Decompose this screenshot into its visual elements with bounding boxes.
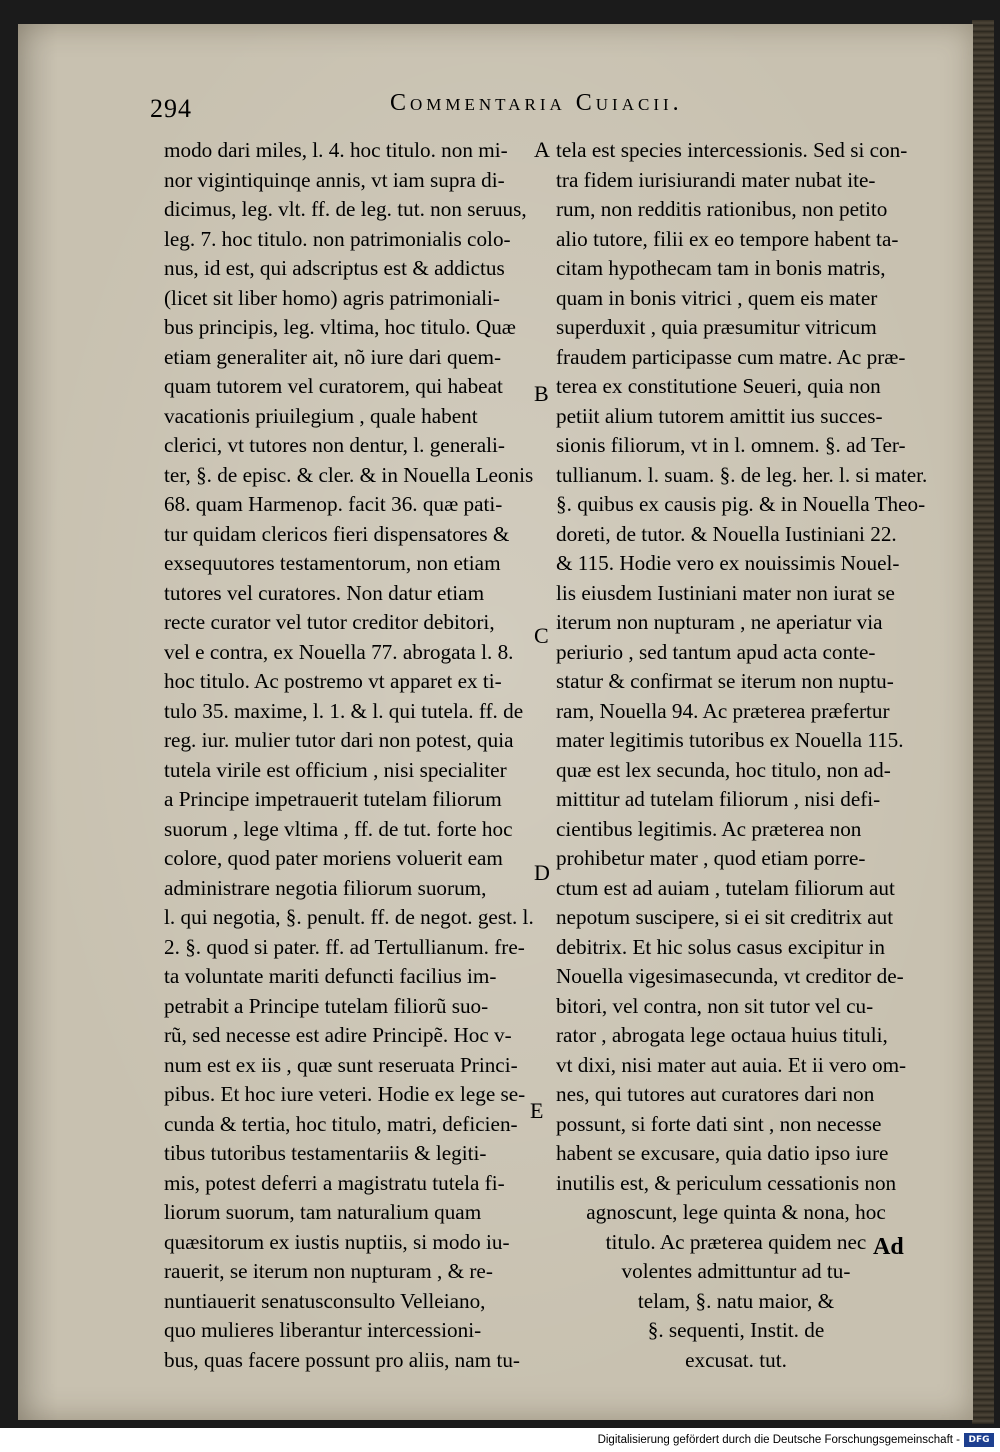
text-line: titulo. Ac præterea quidem nec: [605, 1229, 867, 1254]
dfg-logo: DFG: [964, 1433, 994, 1447]
text-line: ram, Nouella 94. Ac præterea præfertur: [556, 698, 890, 723]
text-line: telam, §. natu maior, &: [637, 1288, 835, 1313]
text-line: liorum suorum, tam naturalium quam: [164, 1200, 482, 1224]
page-edge-shadow: [972, 20, 994, 1424]
text-line: tibus tutoribus testamentariis & legiti-: [164, 1141, 487, 1165]
digitization-footer: [0, 1428, 1000, 1452]
text-line: §. sequenti, Instit. de: [647, 1318, 825, 1342]
text-line: bitori, vel contra, non sit tutor vel cu-: [556, 993, 874, 1018]
text-line: lis eiusdem Iustiniani mater non iurat se: [556, 580, 895, 605]
text-line: prohibetur mater , quod etiam porre-: [556, 846, 866, 870]
text-line: quæ est lex secunda, hoc titulo, non ad-: [556, 757, 891, 782]
text-line: citam hypothecam tam in bonis matris,: [556, 256, 886, 280]
margin-marker-e: E: [530, 1098, 544, 1123]
text-line: nus, id est, qui adscriptus est & addictus: [164, 256, 505, 280]
text-line: vt dixi, nisi mater aut auia. Et ii vero om-: [556, 1052, 907, 1077]
margin-marker-b: B: [534, 381, 549, 406]
margin-marker-c: C: [534, 623, 549, 648]
text-line: mittitur ad tutelam filiorum , nisi defi-: [556, 787, 881, 811]
text-line: ter, §. de episc. & cler. & in Nouella Leonis: [164, 462, 534, 487]
text-line: statur & confirmat se iterum non nuptu-: [556, 669, 894, 693]
text-line: doreti, de tutor. & Nouella Iustiniani 22.: [556, 521, 897, 546]
margin-marker-d: D: [534, 860, 550, 885]
text-line: mater legitimis tutoribus ex Nouella 115.: [556, 728, 904, 752]
text-line: tra fidem iurisiurandi mater nubat ite-: [556, 167, 876, 192]
text-line: §. quibus ex causis pig. & in Nouella Theo-: [556, 492, 926, 516]
text-line: suorum , lege vltima , ff. de tut. forte hoc: [164, 816, 513, 841]
text-line: superduxit , quia præsumitur vitricum: [556, 315, 877, 339]
text-line: quo mulieres liberantur intercessioni-: [164, 1318, 482, 1342]
text-line: (licet sit liber homo) agris patrimoniali-: [164, 285, 500, 310]
text-line: rum, non redditis rationibus, non petito: [556, 197, 888, 221]
text-line: excusat. tut.: [685, 1347, 787, 1372]
running-title: Commentaria Cuiacii.: [390, 90, 683, 116]
margin-marker-a: A: [534, 137, 550, 162]
text-line: nepotum suscipere, si ei sit creditrix aut: [556, 905, 894, 929]
page-number: 294: [150, 94, 192, 123]
text-line: nuntiauerit senatusconsulto Velleiano,: [164, 1288, 486, 1313]
text-line: 68. quam Harmenop. facit 36. quæ pati-: [164, 492, 503, 516]
text-line: petiit alium tutorem amittit ius succes-: [556, 403, 883, 428]
text-line: petrabit a Principe tutelam filiorũ suo-: [164, 993, 489, 1018]
text-line: & 115. Hodie vero ex nouissimis Nouel-: [556, 551, 900, 575]
text-line: mis, potest deferri a magistratu tutela fi-: [164, 1170, 505, 1195]
text-line: agnoscunt, lege quinta & nona, hoc: [586, 1200, 886, 1224]
text-line: bus, quas facere possunt pro aliis, nam tu-: [164, 1347, 520, 1372]
page-header: [150, 88, 930, 124]
text-line: alio tutore, filii ex eo tempore habent ta-: [556, 226, 899, 251]
text-line: possunt, si forte dati sint , non necesse: [556, 1111, 882, 1136]
text-line: l. qui negotia, §. penult. ff. de negot. gest. l.: [164, 905, 534, 929]
text-line: exsequutores testamentorum, non etiam: [164, 551, 501, 575]
text-line: num est ex iis , quæ sunt reseruata Princi-: [164, 1052, 518, 1077]
text-line: pibus. Et hoc iure veteri. Hodie ex lege se-: [164, 1082, 526, 1106]
left-text-column: [164, 136, 532, 1375]
text-line: terea ex constitutione Seueri, quia non: [556, 374, 881, 398]
text-line: periurio , sed tantum apud acta conte-: [556, 639, 876, 664]
text-line: Nouella vigesimasecunda, vt creditor de-: [556, 964, 904, 988]
text-line: quam in bonis vitrici , quem eis mater: [556, 285, 878, 310]
text-line: vacationis priuilegium , quale habent: [164, 403, 478, 428]
text-line: administrare negotia filiorum suorum,: [164, 875, 487, 900]
text-line: iterum non nupturam , ne aperiatur via: [556, 610, 883, 634]
text-line: volentes admittuntur ad tu-: [621, 1259, 851, 1283]
text-line: debitrix. Et hic solus casus excipitur in: [556, 934, 885, 959]
text-line: etiam generaliter ait, nõ iure dari quem-: [164, 344, 502, 369]
text-line: rũ, sed necesse est adire Principẽ. Hoc v-: [164, 1023, 512, 1047]
text-line: tela est species intercessionis. Sed si con-: [556, 138, 908, 162]
text-line: ta voluntate mariti defuncti facilius im-: [164, 964, 497, 988]
text-line: clerici, vt tutores non dentur, l. generali-: [164, 433, 505, 457]
catchword: Ad: [873, 1234, 904, 1260]
text-line: a Principe impetrauerit tutelam filiorum: [164, 787, 502, 811]
text-line: fraudem participasse cum matre. Ac præ-: [556, 344, 906, 369]
text-line: leg. 7. hoc titulo. non patrimonialis colo-: [164, 226, 511, 251]
text-line: nor vigintiquinqe annis, vt iam supra di-: [164, 167, 505, 192]
text-line: inutilis est, & periculum cessationis non: [556, 1170, 897, 1195]
text-line: quæsitorum ex iustis nuptiis, si modo iu-: [164, 1229, 510, 1254]
text-line: nes, qui tutores aut curatores dari non: [556, 1082, 875, 1106]
text-line: 2. §. quod si pater. ff. ad Tertullianum. fre-: [164, 934, 525, 959]
text-line: cunda & tertia, hoc titulo, matri, deficien-: [164, 1111, 518, 1136]
text-line: vel e contra, ex Nouella 77. abrogata l. 8.: [164, 639, 514, 664]
text-line: hoc titulo. Ac postremo vt apparet ex ti-: [164, 669, 502, 693]
text-line: recte curator vel tutor creditor debitori,: [164, 610, 495, 634]
text-line: tulo 35. maxime, l. 1. & l. qui tutela. ff. de: [164, 698, 524, 723]
text-line: colore, quod pater moriens voluerit eam: [164, 846, 503, 870]
text-line: rator , abrogata lege octaua huius tituli,: [556, 1023, 888, 1047]
footer-credit: Digitalisierung gefördert durch die Deutsche Forschungsgemeinschaft -: [597, 1434, 960, 1446]
text-line: tullianum. l. suam. §. de leg. her. l. si mater.: [556, 462, 928, 487]
text-line: quam tutorem vel curatorem, qui habeat: [164, 374, 503, 398]
text-line: dicimus, leg. vlt. ff. de leg. tut. non seruus,: [164, 197, 527, 221]
text-line: sionis filiorum, vt in l. omnem. §. ad Ter-: [556, 433, 906, 457]
text-line: tutela virile est officium , nisi specialiter: [164, 757, 507, 782]
text-line: tutores vel curatores. Non datur etiam: [164, 580, 485, 605]
text-line: tur quidam clericos fieri dispensatores &: [164, 521, 510, 546]
text-line: modo dari miles, l. 4. hoc titulo. non mi-: [164, 138, 508, 162]
text-line: rauerit, se iterum non nupturam , & re-: [164, 1259, 493, 1283]
text-line: bus principis, leg. vltima, hoc titulo. Quæ: [164, 315, 516, 339]
text-line: reg. iur. mulier tutor dari non potest, quia: [164, 728, 514, 752]
text-line: cientibus legitimis. Ac præterea non: [556, 816, 862, 841]
right-text-column: [556, 136, 928, 1375]
text-line: habent se excusare, quia datio ipso iure: [556, 1141, 889, 1165]
text-line: ctum est ad auiam , tutelam filiorum aut: [556, 875, 895, 900]
